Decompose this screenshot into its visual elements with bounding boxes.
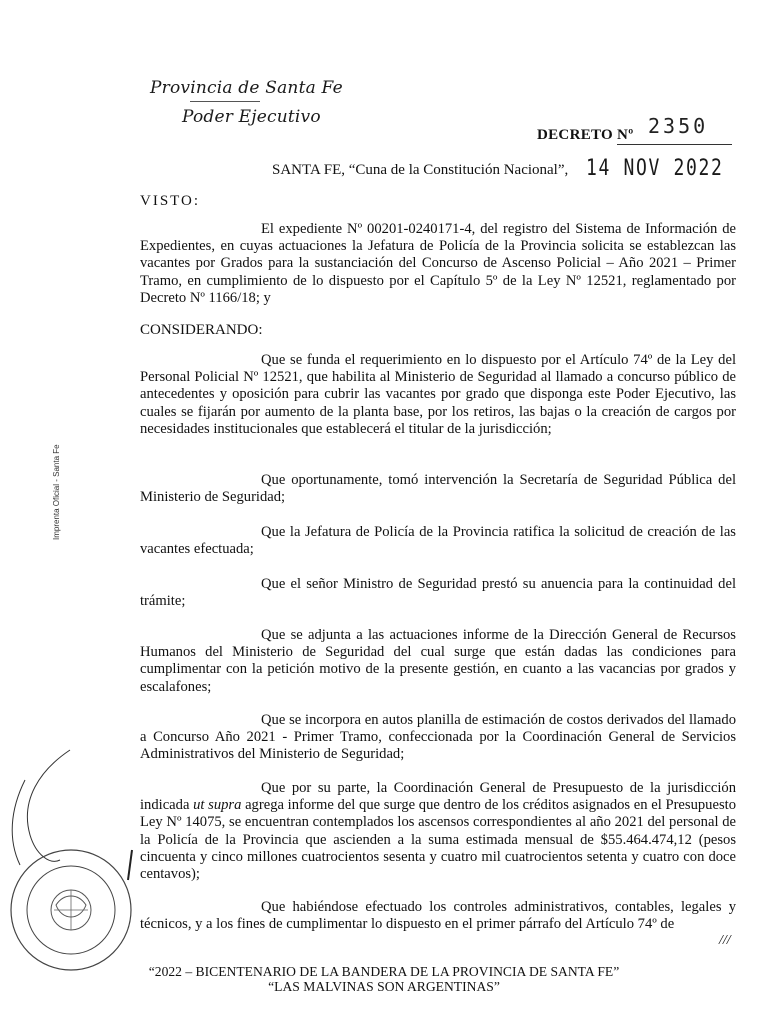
presupuesto-text-end: agrega informe del que surge que dentro de los créditos asignados en el Presupuesto Ley Nº 14075, se encuentran contemplados los ascensos correspondientes al año 2021 del personal de la Policía de la Provincia que ascienden a la suma estimada mensual de $55.464.474,12 (pesos cincuenta y cinco millones cuatrocientos sesenta y cuatro mil cuatrocientos setenta y cuatro con doce centavos); <box>140 797 736 883</box>
footer-motto-1: “2022 – BICENTENARIO DE LA BANDERA DE LA PROVINCIA DE SANTA FE” <box>148 964 620 979</box>
margin-imprint: Imprenta Oficial - Santa Fe <box>52 444 61 540</box>
continuation-mark: /// <box>719 933 731 948</box>
visto-heading: VISTO: <box>140 193 201 209</box>
considerando-paragraph: Que se funda el requerimiento en lo dispuesto por el Artículo 74º de la Ley del Personal Policial Nº 12521, que habilita al Ministerio de Seguridad al llamado a concurso público de antecedentes y oposición para cubrir las vacantes por grado que disponga este Poder Ejecutivo, las cuales se fijarán por aumento de la planta base, por los retiros, las bajas o la creación de cargos por necesidades institucionales que establecerá el titular de la jurisdicción; <box>140 352 736 437</box>
decree-number-underline <box>617 144 732 145</box>
official-seal-icon <box>6 845 136 975</box>
considerando-last-paragraph: Que habiéndose efectuado los controles administrativos, contables, legales y técnicos, y a los fines de cumplimentar lo dispuesto en el primer párrafo del Artículo 74º de <box>140 899 736 933</box>
presupuesto-italic: ut supra <box>193 797 242 814</box>
considerando-paragraph: Que oportunamente, tomó intervención la Secretaría de Seguridad Pública del Ministerio de Seguridad; <box>140 472 736 506</box>
presupuesto-text-start: Que por su parte, la Coordinación General de Presupuesto de la jurisdicción indicada <box>140 780 736 814</box>
considerando-paragraph: Que se incorpora en autos planilla de estimación de costos derivados del llamado a Concurso Año 2021 - Primer Tramo, confeccionada por la Coordinación General de Servicios Administrativos del Ministerio de Seguridad; <box>140 712 736 763</box>
place-line: SANTA FE, “Cuna de la Constitución Nacional”, <box>272 162 569 178</box>
letterhead-divider <box>190 101 260 102</box>
considerando-paragraph: Que la Jefatura de Policía de la Provincia ratifica la solicitud de creación de las vacantes efectuada; <box>140 524 736 558</box>
footer-motto-2: “LAS MALVINAS SON ARGENTINAS” <box>268 979 500 994</box>
letterhead-executive: Poder Ejecutivo <box>182 107 321 127</box>
decree-label: DECRETO Nº <box>537 127 634 143</box>
date-stamp: 14 NOV 2022 <box>586 156 724 181</box>
considerando-heading: CONSIDERANDO: <box>140 322 263 338</box>
presupuesto-paragraph <box>140 780 736 883</box>
considerando-paragraph: Que se adjunta a las actuaciones informe de la Dirección General de Recursos Humanos del Ministerio de Seguridad del cual surge que están dadas las condiciones para cumplimentar con la petición motivo de la presente gestión, en cuanto a las vacancias por grados y escalafones; <box>140 627 736 695</box>
decree-number: 2350 <box>648 114 709 138</box>
visto-paragraph: El expediente Nº 00201-0240171-4, del registro del Sistema de Información de Expedientes, en cuyas actuaciones la Jefatura de Policía de la Provincia solicita se establezcan las vacantes por Grados para la sustanciación del Concurso de Ascenso Policial – Año 2021 – Primer Tramo, en cumplimiento de lo dispuesto por el Capítulo 5º de la Ley Nº 12521, reglamentado por Decreto Nº 1166/18; y <box>140 221 736 306</box>
considerando-paragraph: Que el señor Ministro de Seguridad prestó su anuencia para la continuidad del trámite; <box>140 576 736 610</box>
letterhead-province: Provincia de Santa Fe <box>150 78 343 98</box>
